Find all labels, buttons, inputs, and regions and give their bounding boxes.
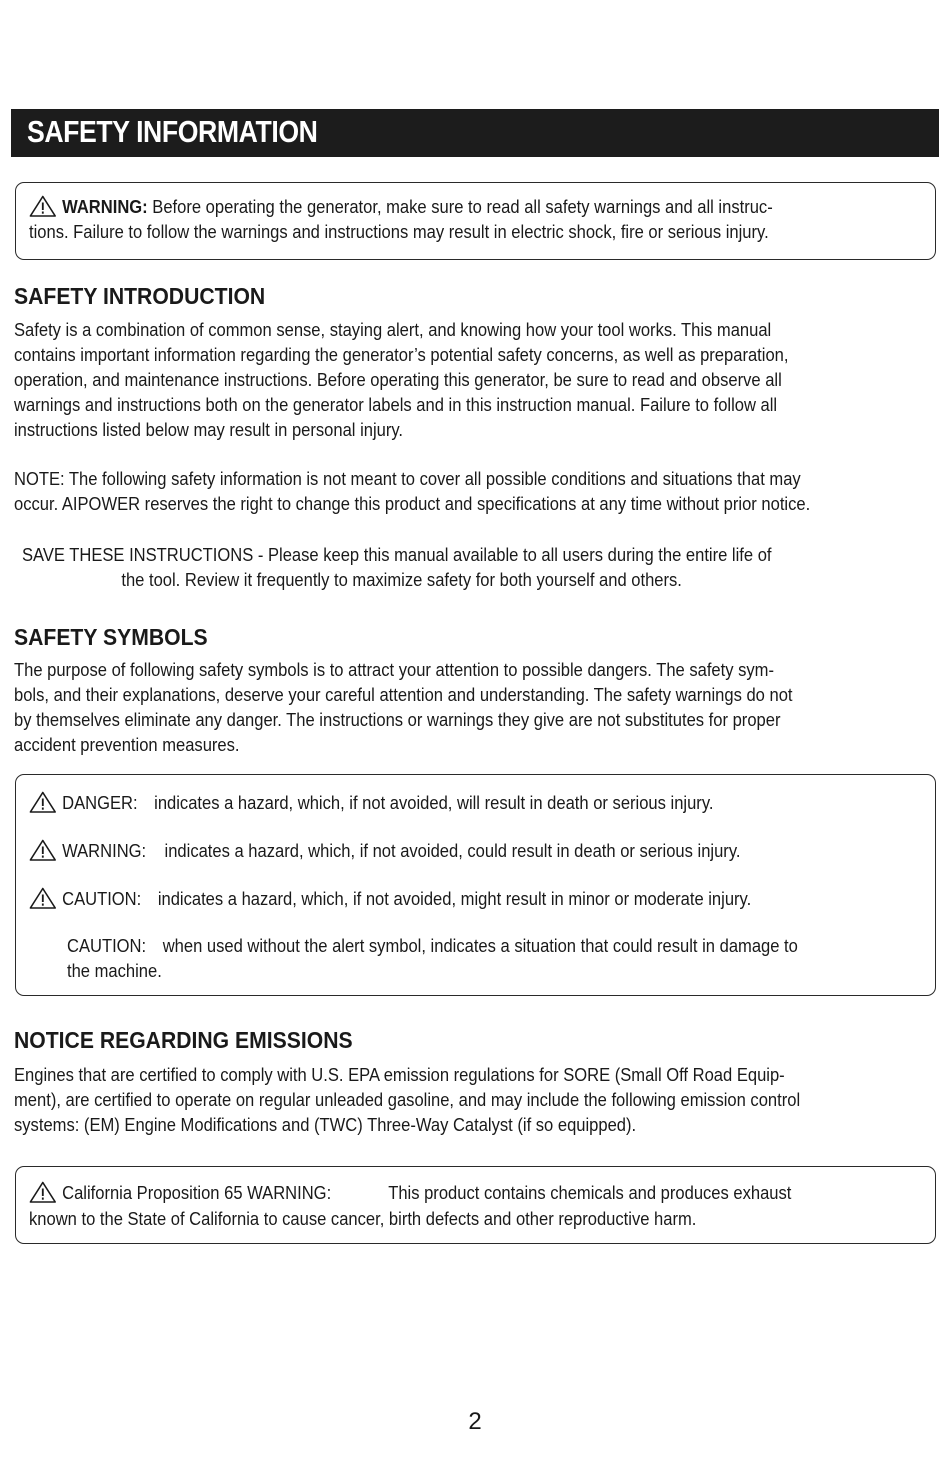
section-banner — [11, 109, 939, 157]
symbols-line: accident prevention measures. — [14, 735, 240, 755]
symbol-text: indicates a hazard, which, if not avoided, will result in death or serious injury. — [154, 793, 714, 813]
symbol-label: WARNING: — [62, 841, 147, 861]
emissions-line: Engines that are certified to comply with U.S. EPA emission regulations for SORE (Small Off Road Equip- — [14, 1065, 785, 1085]
top-warning-box — [15, 182, 936, 260]
symbols-heading: SAFETY SYMBOLS — [14, 624, 208, 650]
prop65-warning-box — [15, 1166, 936, 1244]
symbol-label: DANGER: — [62, 793, 138, 813]
warning-triangle-icon — [29, 839, 57, 861]
warning-triangle-icon — [29, 1181, 57, 1203]
note-line: occur. AIPOWER reserves the right to change this product and specifications at any time without prior notice. — [14, 494, 811, 514]
emissions-heading: NOTICE REGARDING EMISSIONS — [14, 1027, 353, 1053]
warning-label: WARNING: — [62, 197, 148, 217]
note-line: NOTE: The following safety information is not meant to cover all possible conditions and situations that may — [14, 469, 801, 489]
warning-triangle-icon — [29, 887, 57, 909]
symbol-row-warning — [29, 839, 802, 864]
intro-line: operation, and maintenance instructions. Before operating this generator, be sure to read and observe all — [14, 370, 782, 390]
emissions-line: systems: (EM) Engine Modifications and (TWC) Three-Way Catalyst (if so equipped). — [14, 1115, 637, 1135]
symbol-row-danger — [29, 791, 773, 816]
symbol-row-caution — [29, 887, 814, 912]
intro-line: instructions listed below may result in personal injury. — [14, 420, 404, 440]
prop65-text-line1: This product contains chemicals and produces exhaust — [388, 1183, 792, 1203]
save-line: SAVE THESE INSTRUCTIONS - Please keep this manual available to all users during the entire life of — [22, 545, 772, 565]
symbol-text: the machine. — [67, 961, 162, 981]
symbol-row-caution-plain — [67, 934, 861, 984]
intro-line: Safety is a combination of common sense, staying alert, and knowing how your tool works. This manual — [14, 320, 772, 340]
symbol-label: CAUTION: — [62, 889, 142, 909]
emissions-paragraph — [14, 1063, 869, 1138]
intro-line: contains important information regarding the generator’s potential safety concerns, as well as preparation, — [14, 345, 789, 365]
symbols-line: bols, and their explanations, deserve your careful attention and understanding. The safety warnings do not — [14, 685, 793, 705]
symbol-text: indicates a hazard, which, if not avoided, could result in death or serious injury. — [164, 841, 741, 861]
banner-title: SAFETY INFORMATION — [27, 114, 318, 149]
intro-line: warnings and instructions both on the generator labels and in this instruction manual. Failure to follow all — [14, 395, 778, 415]
emissions-line: ment), are certified to operate on regular unleaded gasoline, and may include the following emission control — [14, 1090, 801, 1110]
note-paragraph — [14, 467, 879, 517]
save-line: the tool. Review it frequently to maximize safety for both yourself and others. — [121, 570, 682, 590]
warning-text-line2: tions. Failure to follow the warnings and instructions may result in electric shock, fire or serious injury. — [29, 222, 769, 242]
symbol-label: CAUTION: — [67, 936, 147, 956]
symbol-text: indicates a hazard, which, if not avoided, might result in minor or moderate injury. — [157, 889, 752, 909]
symbols-box — [15, 774, 936, 996]
warning-triangle-icon — [29, 791, 57, 813]
symbols-line: by themselves eliminate any danger. The instructions or warnings they give are not substitutes for proper — [14, 710, 781, 730]
symbols-paragraph — [14, 658, 860, 758]
prop65-text-line2: known to the State of California to cause cancer, birth defects and other reproductive harm. — [29, 1209, 697, 1229]
symbols-line: The purpose of following safety symbols is to attract your attention to possible dangers. The safety sym- — [14, 660, 774, 680]
intro-heading: SAFETY INTRODUCTION — [14, 283, 266, 309]
warning-text-line1: Before operating the generator, make sure to read all safety warnings and all instruc- — [152, 197, 773, 217]
warning-triangle-icon — [29, 195, 57, 217]
page-number: 2 — [468, 1408, 482, 1435]
symbol-text: when used without the alert symbol, indicates a situation that could result in damage to — [162, 936, 798, 956]
prop65-label: California Proposition 65 WARNING: — [62, 1183, 332, 1203]
save-instructions — [22, 543, 837, 593]
intro-paragraph — [14, 318, 856, 443]
